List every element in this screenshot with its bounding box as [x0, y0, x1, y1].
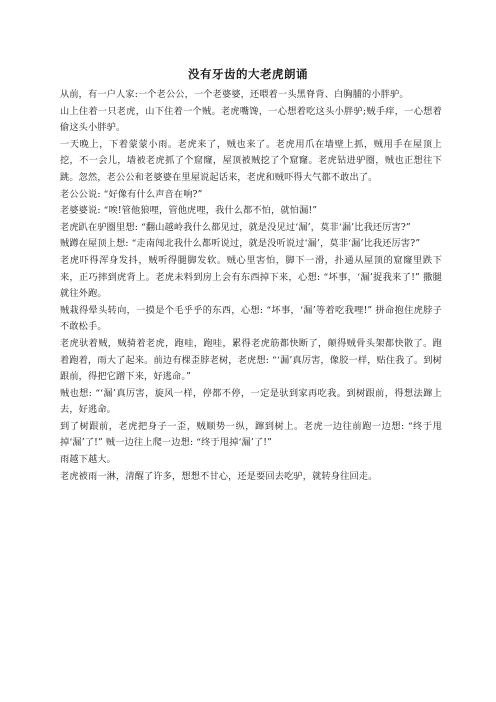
paragraph-2: 山上住着一只老虎，山下住着一个贼。老虎嘴馋，一心想着吃这头小胖驴;贼手痒，一心想着偷这头小胖驴。	[60, 105, 442, 134]
paragraph-4: 老公公说: “好像有什么声音在响?”	[60, 188, 203, 200]
paragraph-7: 贼蹲在屋顶上想: “走南闯北我什么都听说过，就是没听说过‘漏’，莫非‘漏’比我还厉害?”	[60, 238, 421, 250]
paragraph-11: 贼也想: “‘漏’真厉害，旋风一样，停都不停，一定是驮到家再吃我。到树跟前，得想法蹿上去，好逃命。	[60, 387, 442, 416]
paragraph-5: 老婆婆说: “唉!管他狼哩，管他虎哩，我什么都不怕，就怕漏!”	[60, 205, 318, 217]
document-title: 没有牙齿的大老虎朗诵	[188, 67, 308, 81]
paragraph-10: 老虎驮着贼，贼骑着老虎，跑哇，跑哇，累得老虎筋都快断了，颠得贼骨头架都快散了。跑着跑着，雨大了起来。前边有棵歪脖老树，老虎想: “‘漏’真厉害，像胶一样，贴住我了。到树跟前，得把它蹭下来，好逃命。”	[60, 337, 442, 383]
document-body	[60, 87, 442, 485]
paragraph-9: 贼栽得晕头转向，一摸是个毛乎乎的东西，心想: “坏事，‘漏’等着吃我哩!” 拼命抱住虎脖子不敢松手。	[60, 304, 442, 333]
paragraph-6: 老虎趴在驴圈里想: “翻山越岭我什么都见过，就是没见过‘漏’，莫非‘漏’比我还厉害?”	[60, 221, 411, 233]
paragraph-13: 雨越下越大。	[60, 454, 117, 466]
paragraph-8: 老虎吓得浑身发抖，贼听得腿脚发软。贼心里害怕，脚下一滑，扑通从屋顶的窟窿里跌下来，正巧摔到虎背上。老虎未料到房上会有东西掉下来，心想: “坏事，‘漏’捉我来了!” 撒腿就往外跑。	[60, 254, 442, 300]
paragraph-12: 到了树跟前，老虎把身子一歪，贼顺势一纵，蹿到树上。老虎一边往前跑一边想: “终于甩掉‘漏’了!” 贼一边往上爬一边想: “终于甩掉‘漏’了!”	[60, 420, 442, 449]
paragraph-14: 老虎被雨一淋，清醒了许多，想想不甘心，还是要回去吃驴，就转身往回走。	[60, 470, 378, 482]
paragraph-3: 一天晚上，下着蒙蒙小雨。老虎来了，贼也来了。老虎用爪在墙壁上抓，贼用手在屋顶上挖，不一会儿，墙被老虎抓了个窟窿，屋顶被贼挖了个窟窿。老虎钻进驴圈，贼也正想往下跳。忽然，老公公和老婆婆在里屋说起话来，老虎和贼吓得大气都不敢出了。	[60, 138, 442, 183]
paragraph-1: 从前，有一户人家:一个老公公，一个老婆婆，还喂着一头黑脊背、白胸脯的小胖驴。	[60, 89, 409, 100]
